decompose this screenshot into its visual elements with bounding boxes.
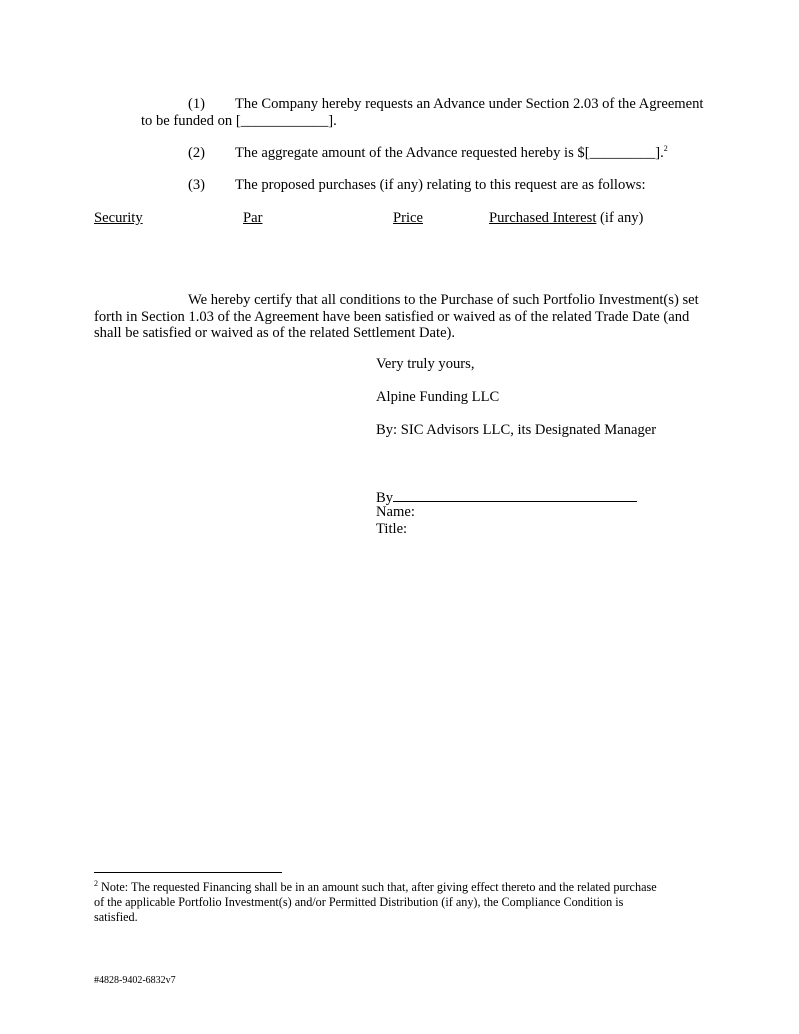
designated-manager: By: SIC Advisors LLC, its Designated Manager (376, 422, 657, 438)
footnote-line-3: satisfied. (94, 910, 138, 924)
item-1-number: (1) (188, 96, 206, 112)
header-price: Price (393, 210, 423, 226)
footnote-text-1: Note: The requested Financing shall be in an amount such that, after giving effect thereto and the related purchase (98, 880, 657, 894)
item-2-line (235, 145, 668, 162)
company-name: Alpine Funding LLC (376, 389, 500, 405)
header-purchased-interest-cell (489, 210, 643, 227)
signature-line (393, 487, 637, 502)
footnote-separator (94, 872, 282, 873)
name-label: Name: (376, 504, 415, 520)
footnote-line-1 (94, 880, 657, 895)
item-3-text: The proposed purchases (if any) relating to this request are as follows: (235, 177, 646, 193)
item-3-number: (3) (188, 177, 206, 193)
title-label: Title: (376, 521, 408, 537)
certification-line-3: shall be satisfied or waived as of the related Settlement Date). (94, 325, 456, 341)
item-2-text: The aggregate amount of the Advance requested hereby is $[_________]. (235, 145, 664, 161)
footnote-marker: 2 (94, 878, 98, 888)
footnote-line-2: of the applicable Portfolio Investment(s) and/or Permitted Distribution (if any), the Compliance Condition is (94, 895, 624, 909)
item-2-number: (2) (188, 145, 206, 161)
item-1-continuation: to be funded on [____________]. (141, 113, 337, 129)
item-1-text: The Company hereby requests an Advance under Section 2.03 of the Agreement (235, 96, 704, 112)
header-security: Security (94, 210, 143, 226)
signature-by (376, 487, 637, 507)
closing: Very truly yours, (376, 356, 475, 372)
document-id: #4828-9402-6832v7 (94, 975, 176, 986)
certification-line-1: We hereby certify that all conditions to the Purchase of such Portfolio Investment(s) set (188, 292, 699, 308)
by-label: By (376, 490, 394, 506)
header-par: Par (243, 210, 263, 226)
footnote-ref: 2 (663, 144, 668, 154)
header-if-any: (if any) (596, 210, 644, 226)
header-purchased-interest: Purchased Interest (489, 210, 597, 226)
certification-line-2: forth in Section 1.03 of the Agreement have been satisfied or waived as of the related Trade Date (and (94, 309, 690, 325)
